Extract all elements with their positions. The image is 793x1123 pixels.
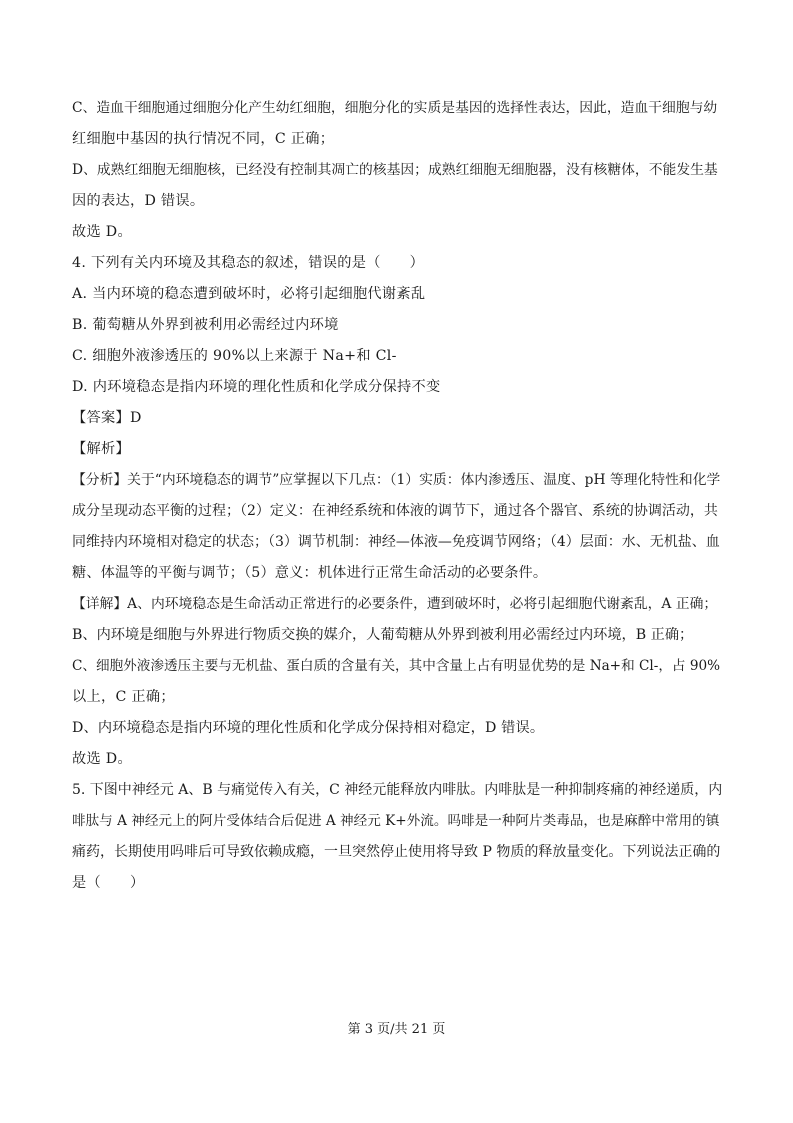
- option-c: C. 细胞外液渗透压的 90%以上来源于 Na+和 Cl-: [72, 348, 397, 364]
- text-line: B、内环境是细胞与外界进行物质交换的媒介，人葡萄糖从外界到被利用必需经过内环境，B 正确；: [72, 627, 694, 643]
- question-4-stem: 4. 下列有关内环境及其稳态的叙述，错误的是（ ）: [72, 255, 425, 271]
- text-line: 是（ ）: [72, 875, 145, 891]
- text-line: 故选 D。: [72, 751, 132, 767]
- text-line: 痛药，长期使用吗啡后可导致依赖成瘾，一旦突然停止使用将导致 P 物质的释放量变化。下列说法正确的: [72, 844, 721, 860]
- text-line: 故选 D。: [72, 224, 132, 240]
- text-line: 【分析】关于“内环境稳态的调节”应掌握以下几点：（1）实质：体内渗透压、温度、pH 等理化特性和化学: [72, 472, 721, 488]
- text-line: 【详解】A、内环境稳态是生命活动正常进行的必要条件，遭到破坏时，必将引起细胞代谢紊乱，A 正确；: [72, 596, 718, 612]
- text-line: D、成熟红细胞无细胞核，已经没有控制其凋亡的核基因；成熟红细胞无细胞器，没有核糖体，不能发生基: [72, 162, 718, 178]
- question-5-stem: 5. 下图中神经元 A、B 与痛觉传入有关，C 神经元能释放内啡肽。内啡肽是一种抑制疼痛的神经递质，内: [72, 782, 723, 798]
- text-line: C、细胞外液渗透压主要与无机盐、蛋白质的含量有关，其中含量上占有明显优势的是 Na+和 Cl-，占 90%: [72, 658, 721, 674]
- text-line: 糖、体温等的平衡与调节；（5）意义：机体进行正常生命活动的必要条件。: [72, 565, 548, 581]
- page-number-footer: 第 3 页/共 21 页: [347, 1022, 446, 1037]
- text-line: C、造血干细胞通过细胞分化产生幼红细胞，细胞分化的实质是基因的选择性表达，因此，造血干细胞与幼: [72, 100, 718, 116]
- text-line: 啡肽与 A 神经元上的阿片受体结合后促进 A 神经元 K+外流。吗啡是一种阿片类毒品，也是麻醉中常用的镇: [72, 813, 720, 829]
- text-line: 因的表达，D 错误。: [72, 193, 205, 209]
- analysis-label: 【解析】: [72, 441, 130, 457]
- option-b: B. 葡萄糖从外界到被利用必需经过内环境: [72, 317, 339, 333]
- option-a: A. 当内环境的稳态遭到破坏时，必将引起细胞代谢紊乱: [72, 286, 426, 302]
- answer-label: 【答案】D: [72, 410, 142, 426]
- text-line: 红细胞中基因的执行情况不同，C 正确；: [72, 131, 335, 147]
- text-line: D、内环境稳态是指内环境的理化性质和化学成分保持相对稳定，D 错误。: [72, 720, 545, 736]
- text-line: 成分呈现动态平衡的过程；（2）定义：在神经系统和体液的调节下，通过各个器官、系统的协调活动，共: [72, 503, 718, 519]
- option-d: D. 内环境稳态是指内环境的理化性质和化学成分保持不变: [72, 379, 441, 395]
- text-line: 同维持内环境相对稳定的状态；（3）调节机制：神经—体液—免疫调节网络；（4）层面：水、无机盐、血: [72, 534, 720, 550]
- text-line: 以上，C 正确；: [72, 689, 175, 705]
- page-content: [72, 93, 722, 899]
